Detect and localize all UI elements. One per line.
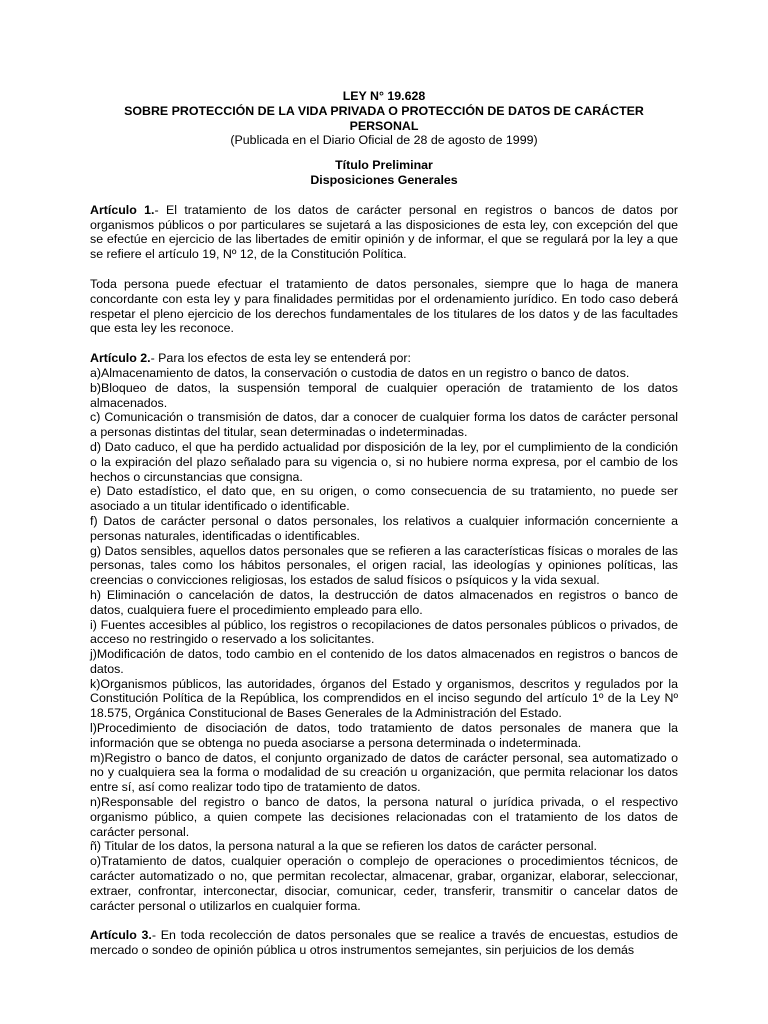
article-1-paragraph-2: Toda persona puede efectuar el tratamiento de datos personales, siempre que lo haga de manera concordante con esta ley y para finalidades permitidas por el ordenamiento jurídico. En todo caso deberá respetar el pleno ejercicio de los derechos fundamentales de los titulares de los datos y de las facultades que esta ley les reconoce. bbox=[90, 276, 678, 336]
definition-item: e) Dato estadístico, el dato que, en su origen, o como consecuencia de su tratamiento, no puede ser asociado a un titular identificado o identificable. bbox=[90, 484, 678, 514]
definition-item: ñ) Titular de los datos, la persona natural a la que se refieren los datos de carácter personal. bbox=[90, 839, 597, 854]
definition-item: b)Bloqueo de datos, la suspensión temporal de cualquier operación de tratamiento de los datos almacenados. bbox=[90, 380, 678, 410]
document-page bbox=[90, 89, 678, 958]
law-title-line-2: PERSONAL bbox=[349, 118, 419, 133]
definition-item: i) Fuentes accesibles al público, los registros o recopilaciones de datos personales públicos o privados, de acceso no restringido o reservado a los solicitantes. bbox=[90, 617, 678, 647]
article-3-text: - En toda recolección de datos personales que se realice a través de encuestas, estudios de mercado o sondeo de opinión pública u otros instrumentos semejantes, sin perjuicios de los demás bbox=[90, 928, 679, 958]
definition-item: d) Dato caduco, el que ha perdido actualidad por disposición de la ley, por el cumplimiento de la condición o la expiración del plazo señalado para su vigencia o, si no hubiere norma expresa, por el cambio de los hechos o circunstancias que consigna. bbox=[90, 439, 678, 484]
article-3 bbox=[90, 928, 678, 958]
definition-item: g) Datos sensibles, aquellos datos personales que se refieren a las características físicas o morales de las personas, tales como los hábitos personales, el origen racial, las ideologías y opiniones políticas, las creencias o convicciones religiosas, los estados de salud físicos o psíquicos y la vida sexual. bbox=[90, 543, 678, 588]
definition-item: a)Almacenamiento de datos, la conservación o custodia de datos en un registro o banco de datos. bbox=[90, 365, 630, 380]
publication-note: (Publicada en el Diario Oficial de 28 de agosto de 1999) bbox=[230, 133, 538, 148]
article-1 bbox=[90, 203, 678, 262]
article-1-label: Artículo 1. bbox=[90, 202, 155, 217]
article-2-intro-text: - Para los efectos de esta ley se entenderá por: bbox=[150, 351, 411, 366]
definition-item: n)Responsable del registro o banco de datos, la persona natural o jurídica privada, o el respectivo organismo público, a quien compete las decisiones relacionadas con el tratamiento de los datos de carácter personal. bbox=[90, 795, 678, 839]
section-title: Título Preliminar bbox=[335, 158, 433, 173]
law-title-line-1: SOBRE PROTECCIÓN DE LA VIDA PRIVADA O PROTECCIÓN DE DATOS DE CARÁCTER bbox=[124, 103, 644, 118]
section-heading bbox=[90, 158, 678, 188]
definition-item: l)Procedimiento de disociación de datos, todo tratamiento de datos personales de manera que la información que se obtenga no pueda asociarse a persona determinada o indeterminada. bbox=[90, 721, 678, 750]
article-2-intro bbox=[90, 351, 678, 366]
definition-item: m)Registro o banco de datos, el conjunto organizado de datos de carácter personal, sea automatizado o no y cualquiera sea la forma o modalidad de su creación u organización, que permita relacionar los datos entre sí, así como realizar todo tipo de tratamiento de datos. bbox=[90, 750, 678, 795]
law-number: LEY N° 19.628 bbox=[342, 89, 426, 103]
definition-item: o)Tratamiento de datos, cualquier operación o complejo de operaciones o procedimientos técnicos, de carácter automatizado o no, que permitan recolectar, almacenar, grabar, organizar, elaborar, seleccionar, extraer, confrontar, interconectar, disociar, comunicar, ceder, transferir, transmitir o cancelar datos de carácter personal o utilizarlos en cualquier forma. bbox=[90, 854, 678, 913]
definition-item: c) Comunicación o transmisión de datos, dar a conocer de cualquier forma los datos de carácter personal a personas distintas del titular, sean determinadas o indeterminadas. bbox=[90, 410, 678, 440]
article-2-definitions bbox=[90, 366, 678, 913]
article-3-label: Artículo 3. bbox=[90, 928, 152, 943]
definition-item: k)Organismos públicos, las autoridades, órganos del Estado y organismos, descritos y regulados por la Constitución Política de la República, los comprendidos en el inciso segundo del artículo 1º de la Ley Nº 18.575, Orgánica Constitucional de Bases Generales de la Administración del Estado. bbox=[90, 676, 678, 721]
definition-item: f) Datos de carácter personal o datos personales, los relativos a cualquier información concerniente a personas naturales, identificadas o identificables. bbox=[90, 513, 678, 543]
definition-item: j)Modificación de datos, todo cambio en el contenido de los datos almacenados en registros o bancos de datos. bbox=[90, 647, 678, 676]
article-1-text: - El tratamiento de los datos de carácter personal en registros o bancos de datos por organismos públicos o por particulares se sujetará a las disposiciones de esta ley, con excepción del que se efectúe en ejercicio de las libertades de emitir opinión y de informar, el que se regulará por la ley a que se refiere el artículo 19, Nº 12, de la Constitución Política. bbox=[90, 202, 678, 262]
definition-item: h) Eliminación o cancelación de datos, la destrucción de datos almacenados en registros o banco de datos, cualquiera fuere el procedimiento empleado para ello. bbox=[90, 587, 678, 617]
section-subtitle: Disposiciones Generales bbox=[310, 172, 458, 187]
document-header bbox=[90, 89, 678, 148]
article-2-label: Artículo 2. bbox=[90, 351, 151, 366]
